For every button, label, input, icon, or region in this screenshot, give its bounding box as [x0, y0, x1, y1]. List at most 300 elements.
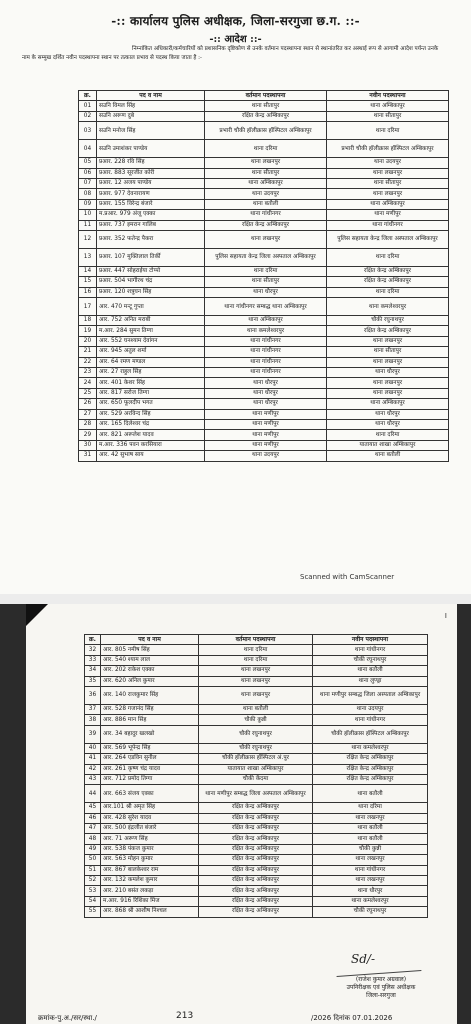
cell-serial: 46 — [85, 813, 101, 823]
cell-new-posting: रक्षित केन्द्र अम्बिकापुर — [327, 326, 449, 336]
cell-serial: 38 — [85, 715, 101, 725]
cell-new-posting: थाना अम्बिकापुर — [327, 199, 449, 209]
cell-serial: 15 — [79, 277, 97, 287]
cell-current-posting: थाना दरिमा — [199, 645, 313, 655]
cell-current-posting: थाना धौरपुर — [205, 378, 327, 388]
cell-serial: 03 — [79, 122, 97, 140]
cell-serial: 22 — [79, 357, 97, 367]
cell-new-posting: थाना अम्बिकापुर — [327, 101, 449, 111]
cell-new-posting: थाना लखनपुर — [313, 813, 428, 823]
cell-new-posting: रक्षित केन्द्र अम्बिकापुर — [313, 754, 428, 764]
cell-serial: 35 — [85, 676, 101, 686]
cell-new-posting: थाना उदयपुर — [327, 158, 449, 168]
cell-name: आर. 563 मोहन कुमार — [101, 855, 199, 865]
footer-number: 213 — [176, 1011, 194, 1021]
cell-name: आर. 529 अरविन्द सिंह — [97, 409, 205, 419]
cell-name: सउनि उमाशंकर पाण्डेय — [97, 140, 205, 158]
cell-serial: 05 — [79, 158, 97, 168]
cell-name: आर. 132 कमलेश कुमार — [101, 876, 199, 886]
cell-name: आर. 663 संजय एक्का — [101, 785, 199, 803]
cell-serial: 06 — [79, 168, 97, 178]
table-row — [79, 368, 449, 378]
cell-name: आर. 528 गजानंद सिंह — [101, 704, 199, 714]
cell-serial: 19 — [79, 326, 97, 336]
cell-serial: 52 — [85, 876, 101, 886]
cell-new-posting: थाना लुण्ड्रा — [313, 676, 428, 686]
cell-name: आर. 712 प्रमोद तिग्गा — [101, 774, 199, 784]
cell-current-posting: रक्षित केन्द्र अम्बिकापुर — [199, 813, 313, 823]
signature-block — [326, 976, 436, 1000]
cell-name: प्रआर. 120 शत्रुघन सिंह — [97, 287, 205, 297]
cell-new-posting: थाना दरिमा — [327, 430, 449, 440]
cell-serial: 30 — [79, 440, 97, 450]
table-row — [85, 855, 428, 865]
cell-current-posting: रक्षित केन्द्र अम्बिकापुर — [199, 844, 313, 854]
cell-current-posting: रक्षित केन्द्र अम्बिकापुर — [199, 876, 313, 886]
cell-current-posting: थाना मणीपुर — [205, 419, 327, 429]
cell-serial: 41 — [85, 754, 101, 764]
cell-current-posting: प्रभारी चौकी हॉलीक्रास हॉस्पिटल अम्बिकापुर — [205, 122, 327, 140]
cell-current-posting: थाना गांधीनगर — [205, 336, 327, 346]
cell-new-posting: थाना लखनपुर — [327, 168, 449, 178]
cell-current-posting: थाना गांधीनगर — [205, 210, 327, 220]
footer-reference: क्रमांक-पु.अ./सर/स्था./ — [38, 1014, 97, 1022]
document-page-2 — [26, 604, 457, 1024]
table-header-row — [85, 635, 428, 645]
table-row — [79, 336, 449, 346]
cell-serial: 17 — [79, 298, 97, 316]
cell-current-posting: थाना धौरपुर — [205, 287, 327, 297]
table-row — [79, 220, 449, 230]
cell-current-posting: थाना लखनपुर — [205, 230, 327, 248]
cell-serial: 24 — [79, 378, 97, 388]
cell-new-posting: चौकी हॉलीक्रास हॉस्पिटल अम्बिकापुर — [313, 725, 428, 743]
cell-current-posting: थाना धौरपुर — [205, 388, 327, 398]
cell-serial: 01 — [79, 101, 97, 111]
table-row — [79, 287, 449, 297]
cell-new-posting: थाना धौरपुर — [327, 409, 449, 419]
cell-serial: 34 — [85, 666, 101, 676]
table-body-1 — [79, 101, 449, 461]
cell-name: आर. 886 मान सिंह — [101, 715, 199, 725]
cell-name: प्रआर. 447 सोहराईया टोप्पो — [97, 266, 205, 276]
signature-scribble: Sd/- — [351, 952, 375, 966]
cell-name: प्रआर. 352 फतेन्द्र पैकरा — [97, 230, 205, 248]
cell-current-posting: थाना दरिमा — [205, 266, 327, 276]
cell-new-posting: थाना सीतापुर — [327, 178, 449, 188]
cell-new-posting: थाना लखनपुर — [327, 189, 449, 199]
cell-new-posting: प्रभारी चौकी हॉलीक्रास हॉस्पिटल अम्बिकापुर — [327, 140, 449, 158]
table-row — [85, 666, 428, 676]
cell-name: आर. 264 एडविन सुनील — [101, 754, 199, 764]
cell-serial: 53 — [85, 886, 101, 896]
cell-new-posting: थाना कमलेश्वरपुर — [313, 896, 428, 906]
table-row — [79, 111, 449, 121]
cell-name: आर. 470 मन्टू गुप्ता — [97, 298, 205, 316]
cell-new-posting: थाना अम्बिकापुर — [327, 399, 449, 409]
table-row — [79, 451, 449, 461]
cell-current-posting: थाना गांधीनगर — [205, 347, 327, 357]
cell-serial: 42 — [85, 764, 101, 774]
cell-serial: 09 — [79, 199, 97, 209]
cell-serial: 49 — [85, 844, 101, 854]
table-row — [79, 168, 449, 178]
signatory-district: जिला-सरगुजा — [366, 992, 396, 999]
order-paragraph: निम्नांकित अधिकारी/कर्मचारियों को प्रशासनिक दृष्टिकोण से उनके वर्तमान पदस्थापना स्थान से स्थानांतरित कर अस्थाई रूप से आगामी आदेश पर्यन्त उनके नाम के सम्मुख दर्शित नवीन पदस्थापना स्थान पर तत्काल प्रभाव से पदस्थ किया जाता है :- — [22, 46, 439, 61]
table-row — [85, 725, 428, 743]
table-row — [85, 844, 428, 854]
cell-name: प्रआर. 883 सूरजीत कोरी — [97, 168, 205, 178]
cell-current-posting: थाना गांधीनगर — [205, 368, 327, 378]
cell-name: आर. 64 रमण मण्डल — [97, 357, 205, 367]
cell-serial: 45 — [85, 803, 101, 813]
cell-serial: 26 — [79, 399, 97, 409]
table-row — [85, 645, 428, 655]
cell-current-posting: थाना दरिमा — [205, 140, 327, 158]
table-row — [79, 298, 449, 316]
cell-name: आर. 428 सुरेश यादव — [101, 813, 199, 823]
folded-corner — [26, 604, 48, 626]
table-row — [79, 440, 449, 450]
cell-name: आर. 867 बालकेश्वर राम — [101, 865, 199, 875]
cell-new-posting: थाना धौरपुर — [313, 886, 428, 896]
cell-current-posting: चौकी रघुनाथपुर — [199, 743, 313, 753]
cell-serial: 44 — [85, 785, 101, 803]
cell-new-posting: थाना लखनपुर — [327, 378, 449, 388]
table-row — [79, 399, 449, 409]
cell-name: आर. 210 बसंत लकड़ा — [101, 886, 199, 896]
cell-serial: 39 — [85, 725, 101, 743]
cell-name: आर. 821 अरूलेश यादव — [97, 430, 205, 440]
cell-current-posting: रक्षित केन्द्र अम्बिकापुर — [199, 896, 313, 906]
cell-serial: 20 — [79, 336, 97, 346]
cell-new-posting: थाना मणीपुर सम्बद्ध जिला अस्पताल अम्बिकापुर — [313, 686, 428, 704]
scanner-watermark: Scanned with CamScanner — [300, 573, 395, 581]
table-row — [85, 896, 428, 906]
cell-current-posting: पुलिस सहायता केन्द्र जिला अस्पताल अम्बिकापुर — [205, 248, 327, 266]
cell-new-posting: थाना सीतापुर — [327, 111, 449, 121]
cell-current-posting: रक्षित केन्द्र अम्बिकापुर — [199, 824, 313, 834]
cell-current-posting: थाना मणीपुर — [205, 430, 327, 440]
cell-new-posting: रक्षित केन्द्र अम्बिकापुर — [327, 277, 449, 287]
table-row — [79, 357, 449, 367]
cell-new-posting: चौकी रघुनाथपुर — [313, 655, 428, 665]
cell-new-posting: थाना लखनपुर — [327, 336, 449, 346]
cell-new-posting: थाना बतौली — [313, 785, 428, 803]
table-row — [79, 199, 449, 209]
cell-name: म.आर. 284 सुमन तिग्गा — [97, 326, 205, 336]
page-separator — [0, 594, 471, 604]
cell-current-posting: थाना बतौली — [199, 704, 313, 714]
cell-serial: 36 — [85, 686, 101, 704]
cell-current-posting: थाना धौरपुर — [205, 399, 327, 409]
cell-name: आर. 868 श्री आशीष निश्चल — [101, 907, 199, 917]
cell-current-posting: रक्षित केन्द्र अम्बिकापुर — [199, 803, 313, 813]
cell-new-posting: चौकी कुन्नी — [313, 844, 428, 854]
cell-current-posting: रक्षित केन्द्र अम्बिकापुर — [199, 834, 313, 844]
cell-new-posting: थाना धौरपुर — [327, 419, 449, 429]
cell-new-posting: थाना बतौली — [313, 834, 428, 844]
cell-new-posting: चौकी रघुनाथपुर — [313, 907, 428, 917]
cell-serial: 07 — [79, 178, 97, 188]
header-serial: क्र. — [85, 635, 101, 645]
cell-new-posting: थाना बतौली — [313, 824, 428, 834]
cell-new-posting: थाना दरिमा — [327, 248, 449, 266]
cell-current-posting: थाना कमलेश्वरपुर — [205, 326, 327, 336]
cell-name: आर.101 श्री अमृत सिंह — [101, 803, 199, 813]
cell-name: प्रआर. 228 रवि सिंह — [97, 158, 205, 168]
cell-serial: 04 — [79, 140, 97, 158]
cell-current-posting: थाना मणीपुर — [205, 440, 327, 450]
cell-new-posting: पुलिस सहायता केन्द्र जिला अस्पताल अम्बिकापुर — [327, 230, 449, 248]
cell-new-posting: थाना बतौली — [313, 666, 428, 676]
cell-name: आर. 42 सुभाष साय — [97, 451, 205, 461]
cell-current-posting: थाना उदयपुर — [205, 189, 327, 199]
cell-new-posting: थाना कमलेश्वरपुर — [327, 298, 449, 316]
cell-serial: 40 — [85, 743, 101, 753]
cell-serial: 54 — [85, 896, 101, 906]
cell-name: सउनि अरूण दुबे — [97, 111, 205, 121]
transfer-table-2 — [84, 634, 428, 918]
table-row — [85, 704, 428, 714]
cell-serial: 47 — [85, 824, 101, 834]
cell-serial: 51 — [85, 865, 101, 875]
cell-serial: 25 — [79, 388, 97, 398]
cell-current-posting: थाना लखनपुर — [199, 666, 313, 676]
cell-current-posting: चौकी केंदमा — [199, 774, 313, 784]
cell-serial: 10 — [79, 210, 97, 220]
cell-current-posting: यातायात शाखा अम्बिकापुर — [199, 764, 313, 774]
table-row — [85, 813, 428, 823]
header-name: पद व नाम — [97, 91, 205, 101]
table-row — [85, 676, 428, 686]
cell-current-posting: थाना अम्बिकापुर — [205, 316, 327, 326]
header-current-posting: वर्तमान पदस्थापना — [199, 635, 313, 645]
header-new-posting: नवीन पदस्थापना — [313, 635, 428, 645]
cell-name: आर. 620 अनिल कुमार — [101, 676, 199, 686]
table-row — [79, 378, 449, 388]
table-row — [85, 803, 428, 813]
cell-serial: 02 — [79, 111, 97, 121]
footer-date: /2026 दिनांक 07.01.2026 — [311, 1014, 393, 1022]
cell-current-posting: रक्षित केन्द्र अम्बिकापुर — [205, 220, 327, 230]
cell-serial: 11 — [79, 220, 97, 230]
table-body-2 — [85, 645, 428, 917]
cell-new-posting: थाना लखनपुर — [327, 357, 449, 367]
cell-serial: 23 — [79, 368, 97, 378]
cell-serial: 13 — [79, 248, 97, 266]
cell-serial: 31 — [79, 451, 97, 461]
cell-current-posting: रक्षित केन्द्र अम्बिकापुर — [199, 865, 313, 875]
cell-name: आर. 540 श्याम लाल — [101, 655, 199, 665]
cell-name: प्रआर. 504 भागीरथ चंद्र — [97, 277, 205, 287]
header-current-posting: वर्तमान पदस्थापना — [205, 91, 327, 101]
cell-name: प्रआर. 737 इमरान गालिब — [97, 220, 205, 230]
cell-name: आर. 34 बहादुर खलखो — [101, 725, 199, 743]
cell-name: आर. 805 नमीष सिंह — [101, 645, 199, 655]
table-row — [79, 388, 449, 398]
cell-new-posting: यातायात शाखा अम्बिकापुर — [327, 440, 449, 450]
cell-current-posting: थाना गांधीनगर सम्बद्ध थाना अम्बिकापुर — [205, 298, 327, 316]
cell-serial: 08 — [79, 189, 97, 199]
table-row — [85, 754, 428, 764]
signatory-designation: उपनिरीक्षक एवं पुलिस अधीक्षक — [346, 984, 416, 991]
cell-new-posting: थाना धौरपुर — [327, 368, 449, 378]
signature-line — [336, 956, 422, 977]
cell-name: म.आर. 336 पवन करसियारा — [97, 440, 205, 450]
table-row — [79, 266, 449, 276]
cell-current-posting: थाना लखनपुर — [199, 686, 313, 704]
cell-name: आर. 538 पंकज कुमार — [101, 844, 199, 854]
table-header-row — [79, 91, 449, 101]
cell-current-posting: थाना उदयपुर — [205, 451, 327, 461]
table-row — [79, 326, 449, 336]
table-row — [79, 230, 449, 248]
cell-serial: 33 — [85, 655, 101, 665]
cell-name: सउनि मनोज सिंह — [97, 122, 205, 140]
cell-new-posting: थाना मणीपुर — [327, 210, 449, 220]
cell-name: आर. 202 राकेश एक्का — [101, 666, 199, 676]
header-serial: क्र. — [79, 91, 97, 101]
cell-name: प्रआर. 107 मुक्तिलाल तिर्की — [97, 248, 205, 266]
cell-new-posting: थाना दरिमा — [327, 122, 449, 140]
table-row — [79, 277, 449, 287]
cell-new-posting: रक्षित केन्द्र अम्बिकापुर — [327, 266, 449, 276]
table-row — [85, 824, 428, 834]
cell-current-posting: थाना सीतापुर — [205, 168, 327, 178]
cell-new-posting: चौकी रघुनाथपुर — [327, 316, 449, 326]
table-row — [85, 886, 428, 896]
cell-serial: 12 — [79, 230, 97, 248]
cell-serial: 18 — [79, 316, 97, 326]
cell-current-posting: चौकी हॉलीक्रास हॉस्पिटल अं.पुर — [199, 754, 313, 764]
table-row — [79, 178, 449, 188]
cell-current-posting: रक्षित केन्द्र अम्बिकापुर — [199, 907, 313, 917]
table-row — [79, 430, 449, 440]
cell-name: आर. 71 अरूण सिंह — [101, 834, 199, 844]
cell-new-posting: रक्षित केन्द्र अम्बिकापुर — [313, 774, 428, 784]
table-row — [85, 774, 428, 784]
table-row — [79, 248, 449, 266]
table-row — [85, 785, 428, 803]
table-row — [85, 743, 428, 753]
cell-serial: 27 — [79, 409, 97, 419]
cell-name: आर. 27 राहुल सिंह — [97, 368, 205, 378]
cell-current-posting: थाना दरिमा — [199, 655, 313, 665]
cell-name: आर. 752 अनित मराबी — [97, 316, 205, 326]
table-row — [79, 122, 449, 140]
cell-name: आर. 261 कृष्ण चंद्र यादव — [101, 764, 199, 774]
table-row — [79, 210, 449, 220]
cell-current-posting: थाना मणीपुर — [205, 409, 327, 419]
table-row — [85, 686, 428, 704]
table-row — [85, 764, 428, 774]
table-row — [85, 715, 428, 725]
table-row — [79, 140, 449, 158]
table-row — [79, 189, 449, 199]
cell-new-posting: थाना लखनपुर — [313, 855, 428, 865]
cell-name: म.प्रआर. 979 अंजू एक्का — [97, 210, 205, 220]
cell-new-posting: थाना दरिमा — [327, 287, 449, 297]
cell-name: आर. 945 अतुल शर्मा — [97, 347, 205, 357]
cell-current-posting: रक्षित केन्द्र अम्बिकापुर — [199, 855, 313, 865]
cell-current-posting: थाना लखनपुर — [199, 676, 313, 686]
cell-new-posting: थाना बतौली — [327, 451, 449, 461]
cell-current-posting: रक्षित केन्द्र अम्बिकापुर — [199, 886, 313, 896]
table-row — [79, 158, 449, 168]
table-row — [79, 419, 449, 429]
table-row — [85, 834, 428, 844]
header-new-posting: नवीन पदस्थापना — [327, 91, 449, 101]
table-row — [85, 655, 428, 665]
cell-current-posting: थाना अम्बिकापुर — [205, 178, 327, 188]
cell-current-posting: थाना मणीपुर सम्बद्ध जिला अस्पताल अम्बिकापुर — [199, 785, 313, 803]
cell-name: प्रआर. 977 देवनारायण — [97, 189, 205, 199]
cell-new-posting: रक्षित केन्द्र अम्बिकापुर — [313, 764, 428, 774]
cell-name: आर. 401 केशर सिंह — [97, 378, 205, 388]
cell-name: आर. 650 फूलदीप भगत — [97, 399, 205, 409]
table-row — [79, 101, 449, 111]
cell-serial: 28 — [79, 419, 97, 429]
cell-current-posting: थाना बतौली — [205, 199, 327, 209]
cell-serial: 16 — [79, 287, 97, 297]
cell-new-posting: थाना गांधीनगर — [313, 715, 428, 725]
cell-serial: 55 — [85, 907, 101, 917]
cell-name: सउनि विमल सिंह — [97, 101, 205, 111]
cell-new-posting: थाना कमलेश्वरपुर — [313, 743, 428, 753]
cell-current-posting: थाना गांधीनगर — [205, 357, 327, 367]
cell-serial: 48 — [85, 834, 101, 844]
cell-current-posting: चौकी रघुनाथपुर — [199, 725, 313, 743]
transfer-table-1 — [78, 90, 449, 462]
cell-new-posting: थाना गांधीनगर — [313, 865, 428, 875]
cell-new-posting: थाना लखनपुर — [327, 388, 449, 398]
cell-new-posting: थाना गांधीनगर — [327, 220, 449, 230]
cell-name: प्रआर. 155 विरेन्द्र बंजारे — [97, 199, 205, 209]
cell-name: आर. 569 भूपेन्द्र सिंह — [101, 743, 199, 753]
cell-name: आर. 552 घनश्याम देवांगन — [97, 336, 205, 346]
cell-name: आर. 140 राजकुमार सिंह — [101, 686, 199, 704]
cell-current-posting: थाना सीतापुर — [205, 101, 327, 111]
cell-name: आर. 817 सरोज तिग्गा — [97, 388, 205, 398]
table-row — [85, 876, 428, 886]
cell-serial: 21 — [79, 347, 97, 357]
signatory-name: (राजेश कुमार अग्रवाल) — [355, 976, 407, 983]
cell-name: आर. 165 दिलेश्वर चंद्र — [97, 419, 205, 429]
cell-serial: 32 — [85, 645, 101, 655]
table-row — [79, 347, 449, 357]
cell-new-posting: थाना दरिमा — [313, 803, 428, 813]
cell-serial: 50 — [85, 855, 101, 865]
cell-serial: 14 — [79, 266, 97, 276]
cell-name: प्रआर. 12 अजय पाण्डेय — [97, 178, 205, 188]
cell-current-posting: थाना लखनपुर — [205, 158, 327, 168]
cell-serial: 29 — [79, 430, 97, 440]
order-heading: -:: आदेश ::- — [209, 34, 262, 45]
cell-current-posting: चौकी कुन्नी — [199, 715, 313, 725]
table-row — [79, 316, 449, 326]
cell-name: म.आर. 916 रिशिका मिंज — [101, 896, 199, 906]
cell-new-posting: थाना सीतापुर — [327, 347, 449, 357]
table-row — [79, 409, 449, 419]
cell-new-posting: थाना गांधीनगर — [313, 645, 428, 655]
cell-serial: 37 — [85, 704, 101, 714]
page-title: -:: कार्यालय पुलिस अधीक्षक, जिला-सरगुजा छ.ग. ::- — [111, 14, 360, 28]
cell-serial: 43 — [85, 774, 101, 784]
page-mark: । — [444, 611, 448, 620]
cell-current-posting: थाना सीतापुर — [205, 277, 327, 287]
table-row — [85, 907, 428, 917]
